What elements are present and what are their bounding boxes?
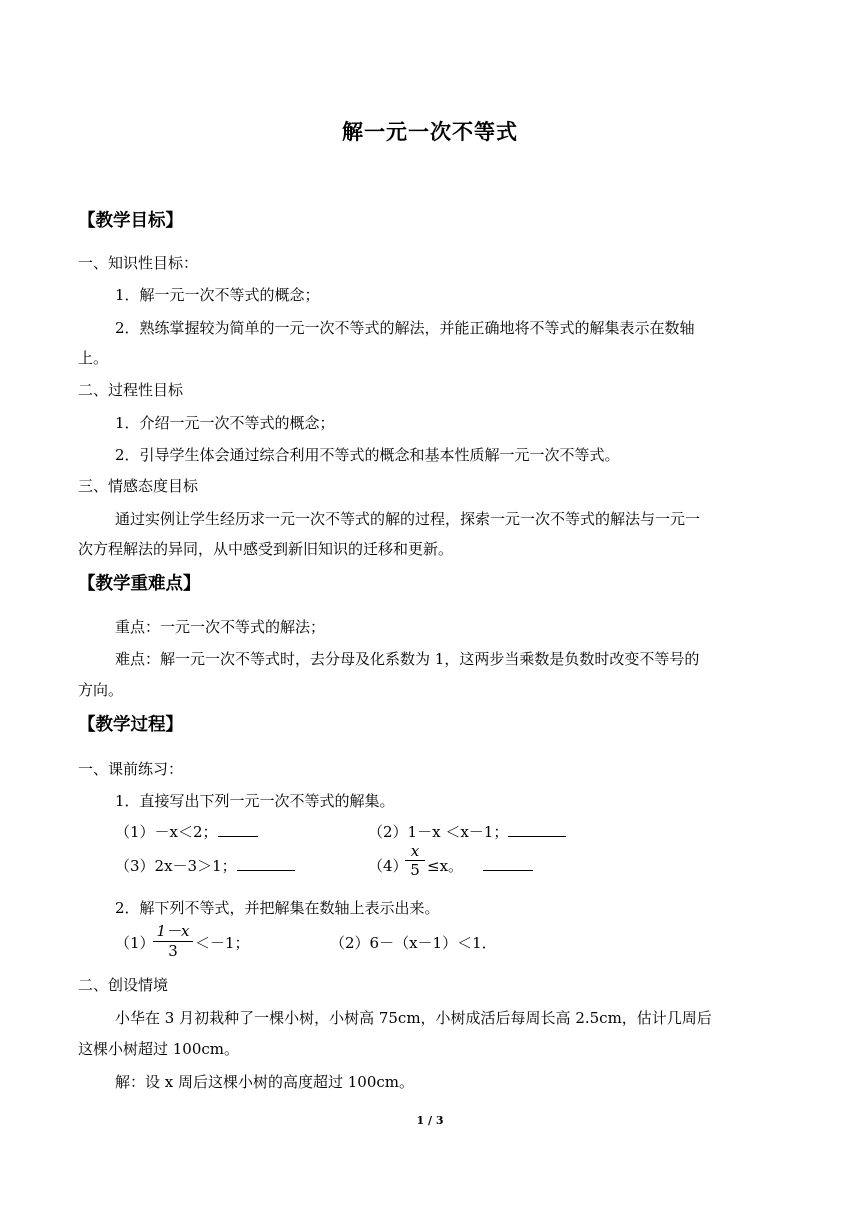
process-heading-scenario: 二、创设情境 — [78, 976, 169, 994]
goal-heading-knowledge: 一、知识性目标： — [78, 254, 199, 272]
goal-paragraph: 通过实例让学生经历求一元一次不等式的解的过程，探索一元一次不等式的解法与一元一 — [115, 510, 701, 528]
goal-item-continued: 上。 — [78, 349, 109, 367]
goal-item: 2．引导学生体会通过综合利用不等式的概念和基本性质解一元一次不等式。 — [115, 446, 620, 464]
scenario-paragraph-continued: 这棵小树超过 100cm。 — [78, 1040, 240, 1058]
goal-heading-attitude: 三、情感态度目标 — [78, 477, 199, 495]
exercise-item: （1）－x＜2； — [115, 822, 258, 842]
scenario-paragraph: 小华在 3 月初栽种了一棵小树，小树高 75cm，小树成活后每周长高 2.5cm，估计几周后 — [115, 1009, 712, 1027]
answer-blank — [508, 822, 566, 837]
keypoint-difficulty: 难点：解一元一次不等式时，去分母及化系数为 1，这两步当乘数是负数时改变不等号的 — [115, 650, 700, 668]
page-title: 解一元一次不等式 — [342, 120, 518, 144]
fraction: x 5 — [405, 842, 425, 879]
goal-item: 1．解一元一次不等式的概念； — [115, 286, 320, 304]
keypoint-difficulty-continued: 方向。 — [78, 681, 124, 699]
exercise-item: （1） — [115, 934, 155, 952]
exercise-instruction: 1．直接写出下列一元一次不等式的解集。 — [115, 792, 395, 810]
exercise-item-tail: ≤x。 — [427, 856, 533, 876]
keypoint-focus: 重点：一元一次不等式的解法； — [115, 618, 326, 636]
exercise-instruction: 2．解下列不等式，并把解集在数轴上表示出来。 — [115, 899, 440, 917]
exercise-item: （3）2x－3＞1； — [115, 856, 295, 876]
goal-heading-process: 二、过程性目标 — [78, 381, 184, 399]
goal-item: 2．熟练掌握较为简单的一元一次不等式的解法，并能正确地将不等式的解集表示在数轴 — [115, 319, 695, 337]
answer-blank — [218, 822, 258, 837]
exercise-item: （2）6－（x－1）＜1． — [330, 934, 497, 952]
section-heading-goals: 【教学目标】 — [78, 211, 183, 231]
exercise-item: （4） — [368, 857, 408, 875]
answer-blank — [483, 856, 533, 871]
section-heading-process: 【教学过程】 — [78, 715, 183, 735]
solution-line: 解：设 x 周后这棵小树的高度超过 100cm。 — [115, 1073, 415, 1091]
answer-blank — [237, 856, 295, 871]
exercise-item: （2）1－x ＜x－1； — [368, 822, 566, 842]
section-heading-keypoints: 【教学重难点】 — [78, 574, 201, 594]
goal-item: 1．介绍一元一次不等式的概念； — [115, 414, 335, 432]
page-number: 1 / 3 — [416, 1114, 444, 1127]
exercise-item-tail: ＜－1； — [195, 934, 250, 952]
goal-paragraph-continued: 次方程解法的异同，从中感受到新旧知识的迁移和更新。 — [78, 540, 454, 558]
fraction: 1－x 3 — [153, 920, 193, 960]
process-heading-practice: 一、课前练习： — [78, 760, 184, 778]
